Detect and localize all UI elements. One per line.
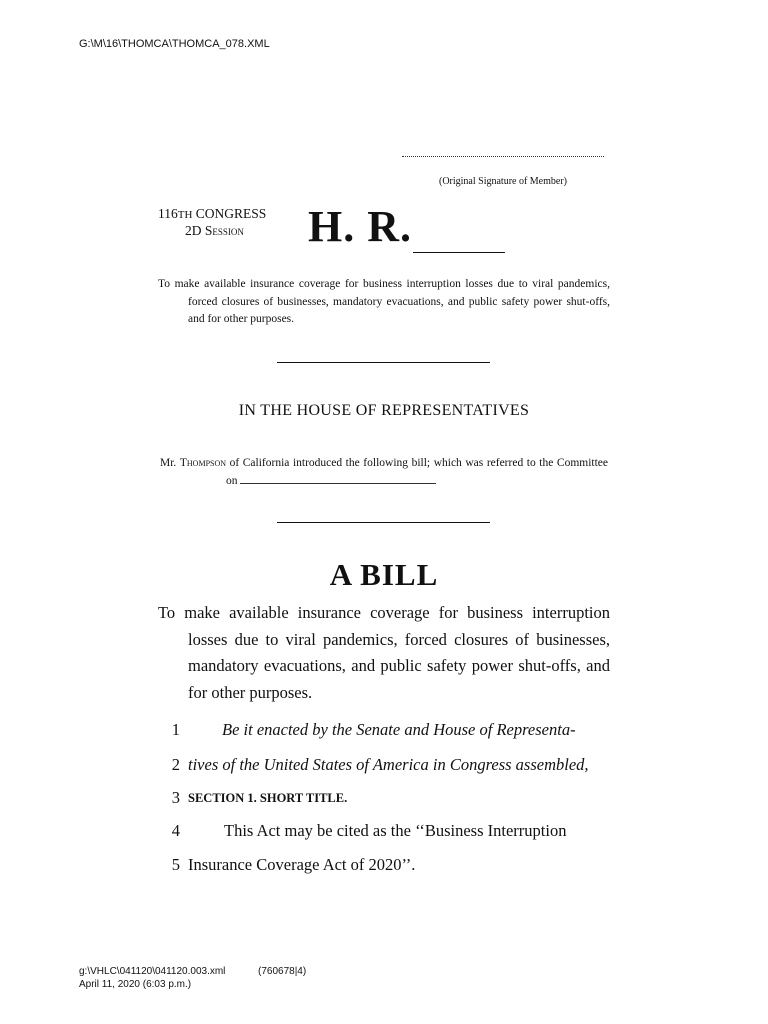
section-text: This Act may be cited as the ‘‘Business Interruption xyxy=(224,821,567,840)
section-heading: SECTION 1. SHORT TITLE. xyxy=(188,791,348,805)
congress-session xyxy=(158,206,266,239)
divider-rule xyxy=(277,362,490,363)
line-number: 5 xyxy=(171,855,180,874)
footer-date: April 11, 2020 (6:03 p.m.) xyxy=(79,979,192,990)
enacting-clause: tives of the United States of America in Congress assembled, xyxy=(188,755,589,774)
introduction-text: Mr. Thompson of California introduced the following bill; which was referred to the Committee on xyxy=(160,457,609,487)
line-number: 4 xyxy=(171,821,180,840)
purpose-short: To make available insurance coverage for business interruption losses due to viral pandemics, forced closures of businesses, mandatory evacuations, and public safety power shut-offs, and for other purposes. xyxy=(158,278,610,325)
signature-caption: (Original Signature of Member) xyxy=(438,176,568,187)
line-number: 2 xyxy=(171,755,180,774)
enacting-clause: Be it enacted by the Senate and House of Representa- xyxy=(222,720,576,739)
house-heading: IN THE HOUSE OF REPRESENTATIVES xyxy=(238,402,530,419)
line-number: 3 xyxy=(171,788,180,807)
bill-number: H. R. xyxy=(308,202,412,251)
signature-line xyxy=(402,156,604,157)
bill-title: A BILL xyxy=(329,557,439,592)
footer-file: g:\VHLC\041120\041120.003.xml xyxy=(79,966,226,977)
session-line: 2D Session xyxy=(185,223,244,238)
bill-number-blank xyxy=(413,252,505,253)
purpose-long: To make available insurance coverage for business interruption losses due to viral pandemics, forced closures of businesses, mandatory evacuations, and public safety power shut-offs, and for other purposes. xyxy=(158,603,610,702)
committee-blank xyxy=(240,474,436,484)
sponsor-name: Thompson xyxy=(179,457,227,469)
congress-line: 116TH CONGRESS xyxy=(158,206,267,221)
footer-id: (760678|4) xyxy=(258,966,307,977)
line-number: 1 xyxy=(171,720,180,739)
file-path: G:\M\16\THOMCA\THOMCA_078.XML xyxy=(79,38,270,50)
section-text: Insurance Coverage Act of 2020’’. xyxy=(188,855,416,874)
divider-rule xyxy=(277,522,490,523)
